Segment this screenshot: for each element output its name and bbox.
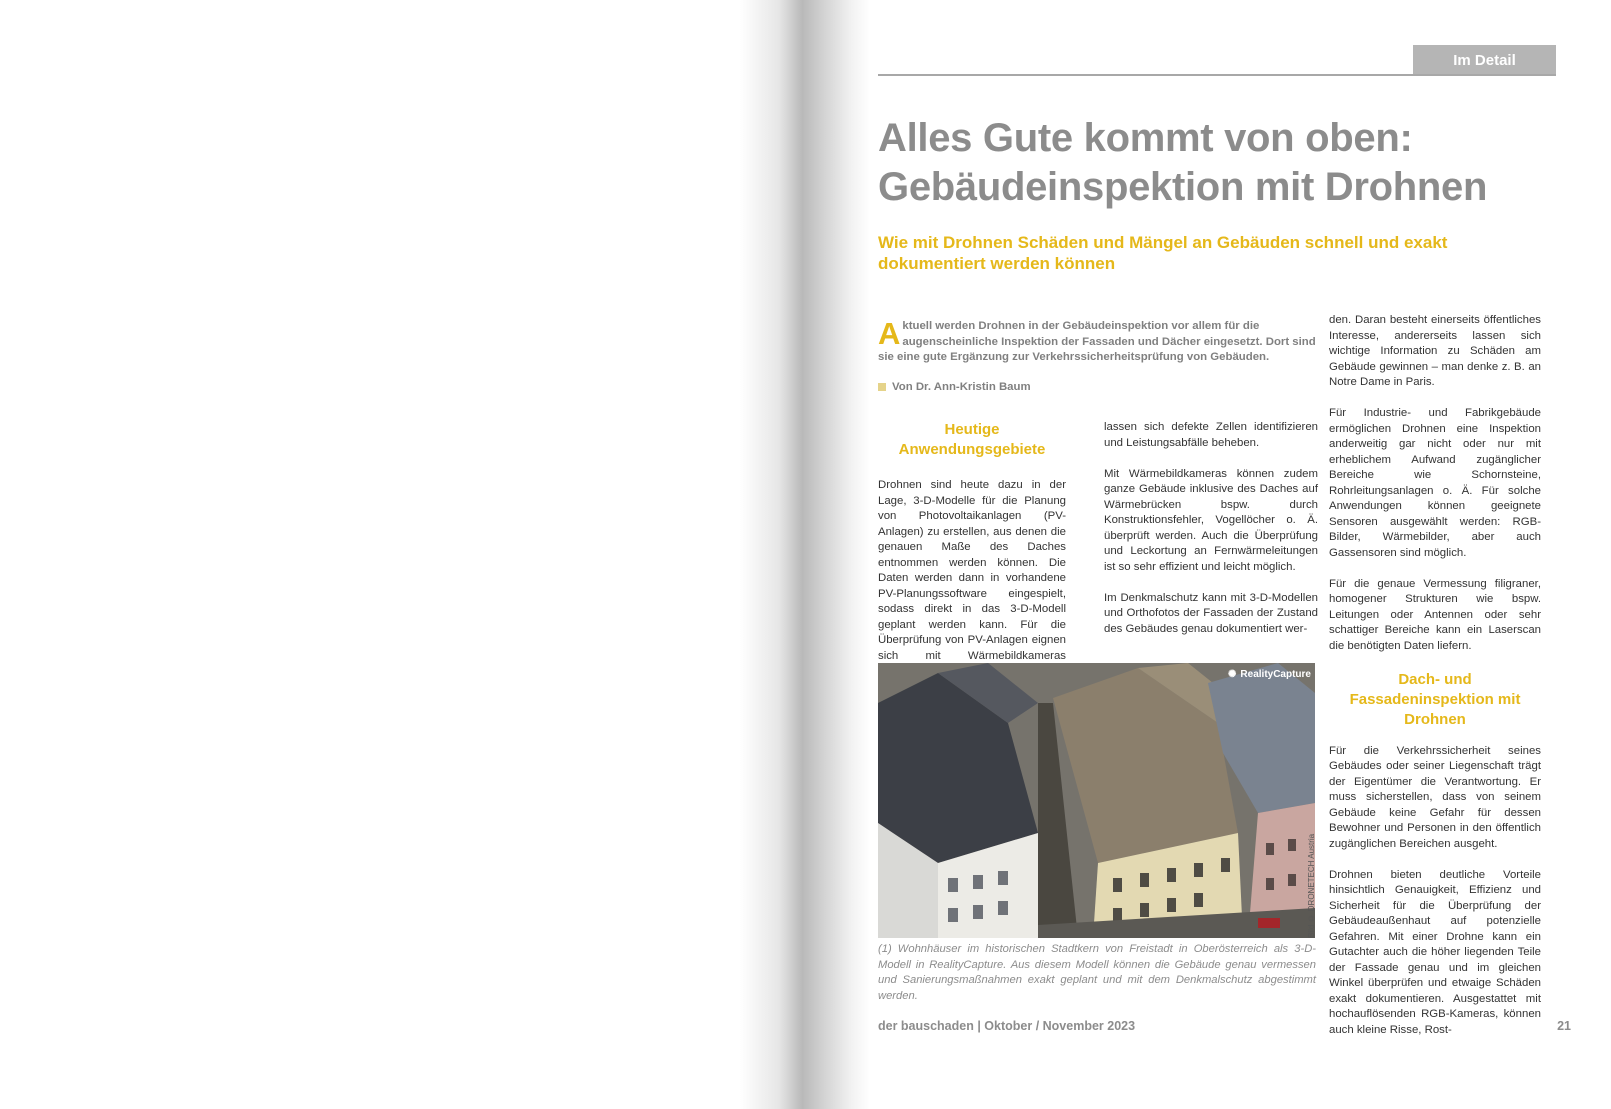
column-3-text-bottom [1329, 744, 1541, 1039]
author-line [878, 381, 1031, 393]
realitycapture-logo [1228, 669, 1311, 680]
article-lead [878, 316, 1318, 366]
lead-text: ktuell werden Drohnen in der Gebäudeinspektion vor allem für die augenscheinliche Inspektion der Fassaden und Dächer eingesetzt. Dort sind sie eine gute Ergänzung zur Verkehrssicherheitsprüfung von Gebäuden. [878, 320, 1316, 363]
page-number: 21 [1557, 1019, 1571, 1033]
paragraph: Für die genaue Vermessung filigraner, homogener Strukturen wie bspw. Leitungen oder Antennen oder sehr schattiger Bereiche kann ein Laserscan die benötigten Daten liefern. [1329, 577, 1541, 652]
paragraph: Im Denkmalschutz kann mit 3-D-Modellen und Orthofotos der Fassaden der Zustand des Gebäudes genau dokumentiert wer- [1104, 591, 1318, 635]
aerial-photo-freistadt [878, 663, 1315, 938]
column-1 [878, 420, 1066, 695]
photo-credit: Bild © DRONETECH Austria [1307, 833, 1316, 938]
author-name: Von Dr. Ann-Kristin Baum [892, 381, 1031, 393]
title-line-1: Alles Gute kommt von oben: [878, 116, 1413, 160]
header-rule [878, 74, 1556, 76]
paragraph: Für Industrie- und Fabrikgebäude ermöglichen Drohnen eine Inspektion anderweitig gar nicht oder nur mit erheblichem Aufwand zugänglicher Bereiche wie Schornsteine, Rohrleitungsanlagen o. Ä. Für solche Anwendungen können geeignete Sensoren ausgewählt werden: RGB-Bilder, Wärmebilder, aber auch Gassensoren sind möglich. [1329, 407, 1541, 559]
column-3 [1329, 313, 1541, 1054]
author-bullet-icon [878, 383, 886, 391]
article-subtitle: Wie mit Drohnen Schäden und Mängel an Gebäuden schnell und exakt dokumentiert werden können [878, 233, 1448, 273]
magazine-page [870, 0, 1611, 1109]
title-line-2: Gebäudeinspektion mit Drohnen [878, 165, 1488, 209]
section-tag: Im Detail [1413, 45, 1556, 76]
paragraph: Mit Wärmebildkameras können zudem ganze Gebäude inklusive des Daches auf Wärmebrücken bspw. durch Konstruktionsfehler, Vogellöcher o. Ä. überprüft werden. Auch die Überprüfung und Leckortung an Fernwärmeleitungen ist so sehr effizient und leicht möglich. [1104, 467, 1318, 573]
article-title [878, 114, 1568, 212]
book-gutter-shadow [740, 0, 870, 1109]
aerial-photo-illustration [878, 663, 1315, 938]
column-3-text-top [1329, 313, 1541, 654]
paragraph: lassen sich defekte Zellen identifizieren und Leistungsabfälle beheben. [1104, 421, 1318, 449]
drop-cap: A [878, 316, 901, 351]
figure-caption: (1) Wohnhäuser im historischen Stadtkern von Freistadt in Oberösterreich als 3-D-Modell in RealityCapture. Aus diesem Modell können die Gebäude genau vermessen und Sanierungsmaßnahmen exakt geplant und mit dem Denkmalschutz abgestimmt werden. [878, 943, 1316, 1002]
heading-heutige-anwendungsgebiete: Heutige Anwendungsgebiete [898, 421, 1046, 458]
footer-publication: der bauschaden | Oktober / November 2023 [878, 1019, 1136, 1033]
heading-dach-und-fassadeninspektion: Dach- und Fassadeninspektion mit Drohnen [1349, 670, 1521, 728]
paragraph: Drohnen bieten deutliche Vorteile hinsichtlich Genauigkeit, Effizienz und Sicherheit für die Überprüfung der Gebäudeaußenhaut auf potenzielle Gefahren. Mit einer Drohne kann ein Gutachter auch die höher liegenden Teile der Fassade genau und im gleichen Winkel überprüfen und etwaige Schäden exakt dokumentieren. Ausgestattet mit hochauflösenden RGB-Kameras, können auch kleine Risse, Rost- [1329, 868, 1541, 1036]
column-1-text [878, 478, 1066, 680]
column-2 [1104, 420, 1318, 653]
realitycapture-logo-icon: ✺ [1228, 669, 1237, 680]
realitycapture-logo-text: RealityCapture [1240, 669, 1311, 680]
paragraph: den. Daran besteht einerseits öffentliches Interesse, andererseits lassen sich wichtige Information zu Schäden am Gebäude gewinnen – man denke z. B. an Notre Dame in Paris. [1329, 314, 1541, 388]
paragraph: Drohnen sind heute dazu in der Lage, 3-D-Modelle für die Planung von Photovoltaikanlagen (PV-Anlagen) zu erstellen, aus denen die genauen Maße des Daches entnommen werden können. Die Daten werden dann in vorhandene PV-Planungssoftware eingespielt, sodass direkt in das 3-D-Modell geplant werden kann. Für die Überprüfung von PV-Anlagen eignen sich mit Wärmebildkameras [878, 479, 1066, 662]
paragraph: Für die Verkehrssicherheit seines Gebäudes oder seiner Liegenschaft trägt der Eigentümer die Verantwortung. Er muss sicherstellen, dass von seinem Gebäude keine Gefahr für dessen Bewohner und Personen in den öffentlich zugänglichen Bereichen ausgeht. [1329, 744, 1541, 850]
